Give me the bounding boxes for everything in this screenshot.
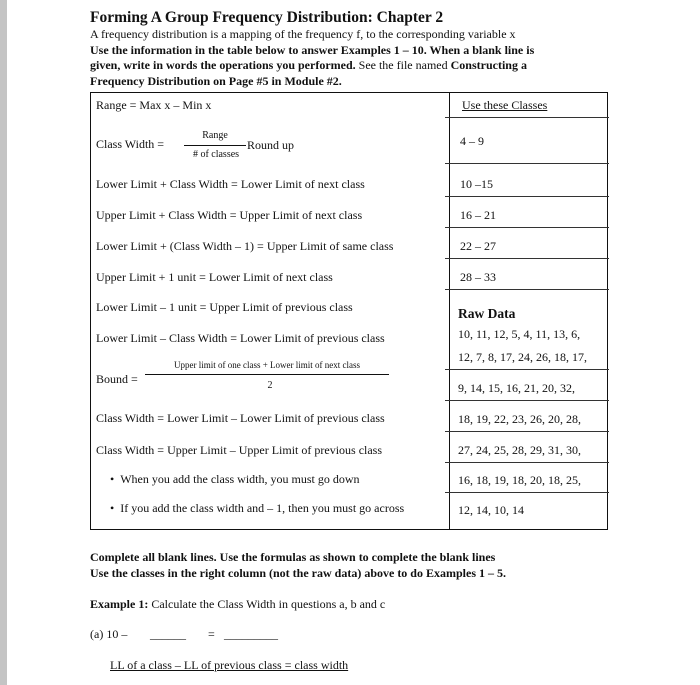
instructions-line-1: Complete all blank lines. Use the formulas as shown to complete the blank lines	[90, 550, 496, 564]
raw-data-line-5: 27, 24, 25, 28, 29, 31, 30,	[458, 443, 581, 457]
formula-row-5: Lower Limit – 1 unit = Upper Limit of previous class	[96, 300, 353, 314]
bullet-1: • When you add the class width, you must go down	[110, 472, 360, 486]
raw-separator-4	[445, 431, 609, 432]
intro-line-3	[90, 58, 605, 74]
raw-data-line-4: 18, 19, 22, 23, 26, 20, 28,	[458, 412, 581, 426]
example-1-text: Calculate the Class Width in questions a, b and c	[148, 597, 386, 611]
raw-data-line-6: 16, 18, 19, 18, 20, 18, 25,	[458, 473, 581, 487]
raw-separator-6	[445, 492, 609, 493]
table-divider	[449, 92, 450, 530]
class-separator-1	[445, 163, 609, 164]
intro-line-1: A frequency distribution is a mapping of the frequency f, to the corresponding variable x	[90, 27, 516, 41]
class-5: 28 – 33	[460, 270, 496, 284]
intro-line-4: Frequency Distribution on Page #5 in Module #2.	[90, 73, 342, 88]
bound-fraction-bar	[145, 374, 389, 375]
left-border	[0, 0, 7, 685]
example-1	[90, 597, 385, 612]
formula-row-1: Lower Limit + Class Width = Lower Limit of next class	[96, 177, 365, 191]
raw-separator-2	[445, 369, 609, 370]
intro-line-3-file: Constructing a	[450, 58, 527, 72]
class-width-denominator: # of classes	[192, 149, 240, 160]
intro-line-2: Use the information in the table below to answer Examples 1 – 10. When a blank line is	[90, 42, 535, 57]
classes-header: Use these Classes	[462, 98, 548, 112]
class-separator-4	[445, 258, 609, 259]
intro-line-3-bold: given, write in words the operations you performed.	[90, 58, 356, 72]
raw-data-line-1: 10, 11, 12, 5, 4, 11, 13, 6,	[458, 327, 581, 341]
formula-row-6: Lower Limit – Class Width = Lower Limit of previous class	[96, 331, 385, 345]
class-separator-2	[445, 196, 609, 197]
class-width-numerator: Range	[202, 130, 228, 141]
part-a-blank-2[interactable]: _________	[224, 627, 278, 641]
class-separator-3	[445, 227, 609, 228]
class-separator-5	[445, 289, 609, 290]
part-a-equals: =	[208, 627, 215, 641]
raw-separator-5	[445, 462, 609, 463]
intro-paragraph	[90, 27, 605, 89]
instructions-line-2: Use the classes in the right column (not the raw data) above to do Examples 1 – 5.	[90, 566, 506, 580]
bullet-1-text: When you add the class width, you must go down	[120, 472, 360, 486]
part-a-blank-1[interactable]: ______	[150, 627, 186, 641]
class-3: 16 – 21	[460, 208, 496, 222]
bound-label: Bound =	[96, 372, 138, 386]
formula-row-7: Class Width = Lower Limit – Lower Limit of previous class	[96, 411, 385, 425]
intro-line-3-normal: See the file named	[355, 58, 451, 72]
range-formula: Range = Max x – Min x	[96, 98, 212, 112]
class-width-fraction-bar	[184, 145, 246, 146]
bullet-2-text: If you add the class width and – 1, then you must go across	[120, 501, 405, 515]
class-width-label: Class Width =	[96, 137, 165, 151]
raw-data-line-3: 9, 14, 15, 16, 21, 20, 32,	[458, 381, 575, 395]
bound-numerator: Upper limit of one class + Lower limit of next class	[173, 360, 361, 370]
page-title: Forming A Group Frequency Distribution: Chapter 2	[90, 9, 444, 26]
raw-data-title: Raw Data	[458, 306, 516, 321]
part-a-prefix: (a) 10 –	[90, 627, 128, 641]
round-up-note: Round up	[247, 138, 295, 152]
class-1: 4 – 9	[460, 134, 484, 148]
example-1-label: Example 1:	[90, 597, 149, 611]
bullet-2: • If you add the class width and – 1, then you must go across	[110, 501, 405, 515]
raw-separator-3	[445, 400, 609, 401]
raw-data-line-2: 12, 7, 8, 17, 24, 26, 18, 17,	[458, 350, 587, 364]
formula-row-2: Upper Limit + Class Width = Upper Limit of next class	[96, 208, 363, 222]
raw-data-line-7: 12, 14, 10, 14	[458, 503, 524, 517]
bound-denominator: 2	[267, 380, 273, 391]
class-2: 10 –15	[460, 177, 493, 191]
class-4: 22 – 27	[460, 239, 496, 253]
formula-row-3: Lower Limit + (Class Width – 1) = Upper Limit of same class	[96, 239, 394, 253]
formula-row-4: Upper Limit + 1 unit = Lower Limit of next class	[96, 270, 333, 284]
formula-row-8: Class Width = Upper Limit – Upper Limit of previous class	[96, 443, 383, 457]
class-width-formula: LL of a class – LL of previous class = class width	[110, 658, 349, 672]
class-separator-header	[445, 117, 609, 118]
